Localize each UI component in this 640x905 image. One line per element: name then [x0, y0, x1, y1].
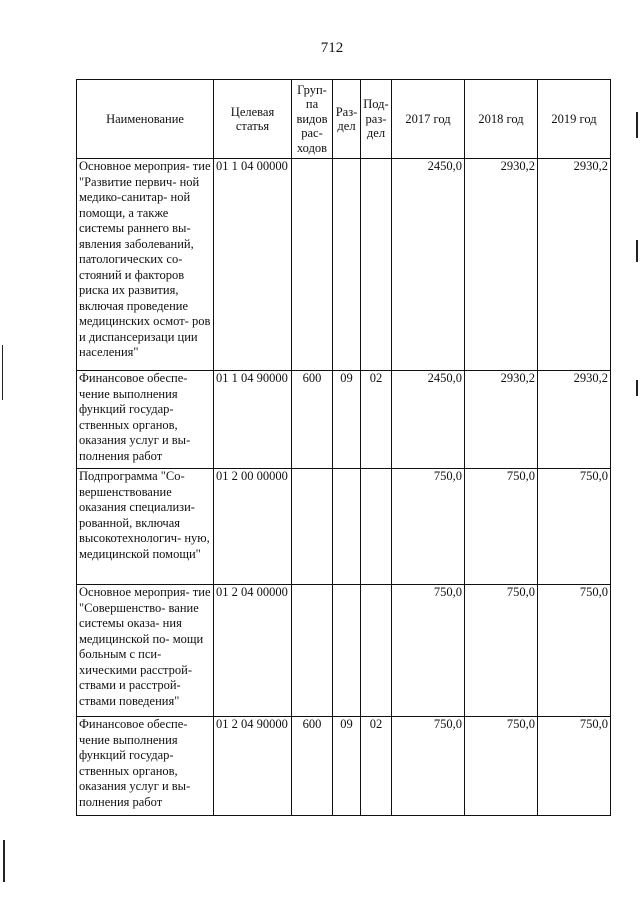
col-header-section: Раз- дел	[333, 80, 361, 159]
row-subsection	[361, 159, 392, 371]
row-name: Подпрограмма "Со- вершенствование оказания специализи- рованной, включая высокотехнологич- ную, медицинской помощи"	[77, 469, 214, 585]
col-header-name: Наименование	[77, 80, 214, 159]
row-2019: 2930,2	[538, 371, 611, 469]
col-header-target: Целевая статья	[214, 80, 292, 159]
margin-mark	[636, 380, 638, 396]
row-subsection	[361, 585, 392, 717]
row-code: 01 1 04 00000	[214, 159, 292, 371]
row-2019: 2930,2	[538, 159, 611, 371]
table-row	[77, 717, 611, 816]
row-group	[292, 469, 333, 585]
row-section: 09	[333, 717, 361, 816]
row-section	[333, 159, 361, 371]
row-section	[333, 469, 361, 585]
margin-mark	[3, 840, 5, 882]
row-2017: 2450,0	[392, 371, 465, 469]
row-code: 01 1 04 90000	[214, 371, 292, 469]
row-name: Финансовое обеспе- чение выполнения функций государ- ственных органов, оказания услуг и вы- полнения работ	[77, 717, 214, 816]
margin-mark	[636, 112, 638, 138]
row-2018: 2930,2	[465, 371, 538, 469]
row-2017: 750,0	[392, 469, 465, 585]
row-2017: 2450,0	[392, 159, 465, 371]
row-2018: 2930,2	[465, 159, 538, 371]
row-section	[333, 585, 361, 717]
row-section: 09	[333, 371, 361, 469]
table-row	[77, 159, 611, 371]
margin-mark	[636, 240, 638, 262]
table-row	[77, 585, 611, 717]
table-row	[77, 469, 611, 585]
row-2018: 750,0	[465, 717, 538, 816]
row-2019: 750,0	[538, 585, 611, 717]
row-code: 01 2 04 00000	[214, 585, 292, 717]
row-name: Основное мероприя- тие "Развитие первич- ной медико-санитар- ной помощи, а также системы раннего вы- явления заболеваний, патологических со- стояний и факторов риска их развития, включая проведение медицинских осмот- ров и диспансеризаци ции населения"	[77, 159, 214, 371]
row-subsection: 02	[361, 371, 392, 469]
row-code: 01 2 04 90000	[214, 717, 292, 816]
row-2019: 750,0	[538, 717, 611, 816]
table-row	[77, 371, 611, 469]
row-code: 01 2 00 00000	[214, 469, 292, 585]
row-2017: 750,0	[392, 717, 465, 816]
col-header-subsection: Под- раз- дел	[361, 80, 392, 159]
row-group	[292, 585, 333, 717]
col-header-2017: 2017 год	[392, 80, 465, 159]
margin-mark	[2, 345, 3, 400]
row-subsection: 02	[361, 717, 392, 816]
row-group: 600	[292, 717, 333, 816]
row-name: Основное мероприя- тие "Совершенство- вание системы оказа- ния медицинской по- мощи больным с пси- хическими расстрой- ствами и расстрой- ствами поведения"	[77, 585, 214, 717]
col-header-group: Груп- па видов рас- ходов	[292, 80, 333, 159]
row-2017: 750,0	[392, 585, 465, 717]
row-2018: 750,0	[465, 469, 538, 585]
row-subsection	[361, 469, 392, 585]
row-group: 600	[292, 371, 333, 469]
header-row	[77, 80, 611, 159]
row-group	[292, 159, 333, 371]
col-header-2019: 2019 год	[538, 80, 611, 159]
col-header-2018: 2018 год	[465, 80, 538, 159]
row-name: Финансовое обеспе- чение выполнения функций государ- ственных органов, оказания услуг и вы- полнения работ	[77, 371, 214, 469]
row-2018: 750,0	[465, 585, 538, 717]
budget-table	[76, 79, 611, 816]
row-2019: 750,0	[538, 469, 611, 585]
page-number: 712	[320, 40, 344, 56]
